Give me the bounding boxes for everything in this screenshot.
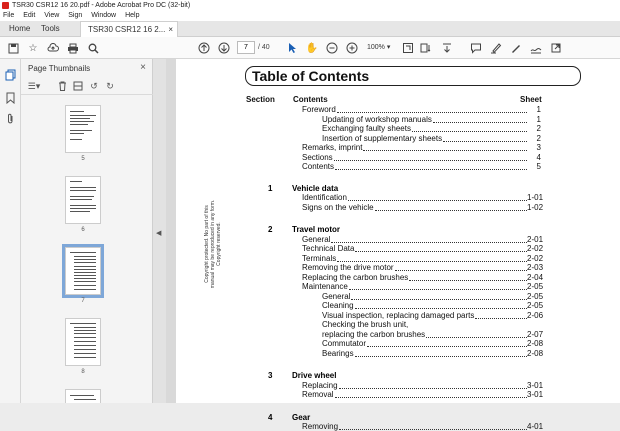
dot-leader <box>355 251 527 252</box>
toc-entry[interactable] <box>302 422 527 431</box>
toc-entry[interactable] <box>322 349 527 358</box>
dot-leader <box>335 169 527 170</box>
dot-leader <box>355 356 527 357</box>
dot-leader <box>443 141 527 142</box>
rotate-right-icon[interactable]: ↻ <box>106 80 114 91</box>
toc-entry[interactable] <box>322 330 527 339</box>
delete-page-icon[interactable] <box>56 80 68 92</box>
section-number: 3 <box>268 371 273 380</box>
share-icon[interactable] <box>549 41 563 55</box>
panel-title: Page Thumbnails <box>28 64 91 73</box>
toc-entry-text: Exchanging faulty sheets <box>322 124 411 133</box>
toc-entry[interactable] <box>302 193 527 202</box>
toc-entry-text: Bearings <box>322 348 354 358</box>
toc-entry-text: Replacing <box>302 380 338 390</box>
bookmarks-icon[interactable] <box>4 91 17 104</box>
select-cursor-icon[interactable] <box>285 41 299 55</box>
toc-sheet-number: 1-02 <box>527 202 544 212</box>
toc-entry-text: Removing <box>302 422 339 431</box>
toc-entry-text: Updating of workshop manuals <box>322 114 432 124</box>
toc-entry[interactable] <box>322 339 527 348</box>
toc-entry-text: Technical Data <box>302 244 355 253</box>
menu-sign[interactable]: Sign <box>68 12 83 19</box>
toc-entry[interactable] <box>322 301 527 310</box>
toc-entry-text: Visual inspection, replacing damaged parts <box>322 310 475 320</box>
toc-sheet-number: 2-03 <box>527 263 544 272</box>
toc-sheet-number: 2-06 <box>527 310 544 320</box>
toc-entry-text: Maintenance <box>302 282 348 291</box>
dot-leader <box>349 289 527 290</box>
draw-icon[interactable] <box>509 41 523 55</box>
menu-edit[interactable]: Edit <box>23 12 36 19</box>
next-page-icon[interactable] <box>217 41 231 55</box>
close-tab-icon[interactable]: × <box>168 25 173 34</box>
section-number: 4 <box>268 412 273 422</box>
toc-sheet-number: 2 <box>536 124 541 133</box>
dot-leader <box>339 388 527 389</box>
fit-page-icon[interactable] <box>401 41 415 55</box>
toc-sheet-number: 1 <box>536 105 541 114</box>
dot-leader <box>375 210 527 211</box>
page-thumbnails-panel <box>21 59 153 403</box>
toc-entry[interactable] <box>302 162 527 171</box>
toc-entry[interactable] <box>302 263 527 272</box>
tab-tools[interactable]: Tools <box>41 24 60 33</box>
toc-entry[interactable] <box>302 153 527 162</box>
toc-entry[interactable] <box>302 282 527 291</box>
close-panel-icon[interactable]: × <box>140 62 146 73</box>
dot-leader <box>433 122 527 123</box>
toc-entry-text: Terminals <box>302 253 337 263</box>
page-title: Table of Contents <box>245 66 581 86</box>
toc-entry[interactable] <box>302 273 527 282</box>
dot-leader <box>331 242 527 243</box>
page-thumbnail-selected[interactable] <box>65 247 101 295</box>
toc-sheet-number: 2 <box>536 133 541 143</box>
left-navigation-rail <box>0 59 21 403</box>
toc-sheet-number: 2-08 <box>527 339 544 348</box>
toc-entry[interactable] <box>302 203 527 212</box>
attachments-icon[interactable] <box>4 112 17 125</box>
toc-entry[interactable] <box>322 311 527 320</box>
dot-leader <box>367 346 527 347</box>
section-title: Gear <box>292 412 311 422</box>
toc-sheet-number: 4 <box>536 152 541 162</box>
star-icon[interactable]: ☆ <box>28 42 38 54</box>
toc-entry-text: Cleaning <box>322 301 354 310</box>
section-title: Travel motor <box>292 225 341 234</box>
dot-leader <box>363 150 527 151</box>
toc-entry-text: Identification <box>302 193 347 202</box>
search-icon[interactable] <box>86 41 100 55</box>
page-thumbnails-icon[interactable] <box>4 68 17 81</box>
toc-entry-text: Contents <box>302 162 335 171</box>
toc-entry-text: General <box>302 234 331 244</box>
rotate-left-icon[interactable]: ↺ <box>90 80 98 91</box>
highlight-pen-icon[interactable] <box>489 41 503 55</box>
dot-leader <box>337 261 527 262</box>
insert-page-icon[interactable] <box>72 80 84 92</box>
toc-entry-text: Insertion of supplementary sheets <box>322 133 443 143</box>
toc-sheet-number: 2-04 <box>527 272 544 282</box>
column-header-contents: Contents <box>293 95 328 104</box>
cloud-upload-icon[interactable] <box>46 41 60 55</box>
zoom-in-icon[interactable] <box>345 41 359 55</box>
acrobat-app-icon <box>2 2 9 9</box>
toc-entry-text: General <box>322 291 351 301</box>
toc-entry-text: Foreword <box>302 105 336 114</box>
hand-tool-icon[interactable]: ✋ <box>305 42 319 54</box>
comment-icon[interactable] <box>469 41 483 55</box>
toc-entry[interactable] <box>302 244 527 253</box>
page-number-input[interactable]: 7 <box>237 41 255 54</box>
toc-entry[interactable] <box>302 143 527 152</box>
dot-leader <box>475 318 527 319</box>
toc-entry[interactable] <box>322 134 527 143</box>
tab-document[interactable] <box>80 21 178 37</box>
thumbnail-page-number: 7 <box>81 298 85 304</box>
toc-sheet-number: 3-01 <box>527 380 544 390</box>
page-thumbnail[interactable] <box>65 318 101 366</box>
download-icon[interactable] <box>440 41 454 55</box>
panel-splitter[interactable] <box>153 59 166 403</box>
toc-entry[interactable] <box>302 381 527 390</box>
toc-entry-text: Removal <box>302 390 334 399</box>
menu-window[interactable]: Window <box>91 12 117 19</box>
menu-bar <box>0 11 620 21</box>
fill-sign-icon[interactable] <box>529 41 543 55</box>
scroll-mode-icon[interactable] <box>419 41 433 55</box>
toc-entry-text: Checking the brush unit, <box>322 320 409 329</box>
toc-sheet-number: 2-05 <box>527 291 544 301</box>
toc-entry[interactable] <box>302 235 527 244</box>
copyright-notice: Copyright protected. No part of this manual may be reproduced in any form. Copyright reserved. <box>204 199 222 289</box>
toc-entry[interactable] <box>322 115 527 124</box>
toc-entry[interactable] <box>322 124 527 133</box>
toc-entry[interactable] <box>322 320 527 329</box>
toc-entry[interactable] <box>302 390 527 399</box>
section-number: 1 <box>268 183 273 193</box>
dot-leader <box>395 270 527 271</box>
thumbnail-page-number: 8 <box>81 369 85 375</box>
print-icon[interactable] <box>66 41 80 55</box>
zoom-level-select[interactable]: 100% ▾ <box>367 44 391 51</box>
menu-view[interactable]: View <box>44 12 60 19</box>
window-title: TSR30 CSR12 16 20.pdf - Adobe Acrobat Pro DC (32-bit) <box>12 2 191 9</box>
toc-entry-text: Replacing the carbon brushes <box>302 272 409 282</box>
thumbnail-toolbar <box>21 78 153 95</box>
document-viewport <box>166 59 620 431</box>
toc-sheet-number: 5 <box>536 162 541 171</box>
toc-sheet-number: 3 <box>536 143 541 152</box>
collapse-panel-icon[interactable]: ◀ <box>156 230 162 237</box>
page-thumbnail[interactable] <box>65 105 101 153</box>
toc-entry-text: Commutator <box>322 339 367 348</box>
dot-leader <box>335 397 527 398</box>
dot-leader <box>339 429 527 430</box>
options-menu-icon[interactable]: ☰▾ <box>27 80 41 91</box>
toc-entry-text: Removing the drive motor <box>302 263 394 272</box>
section-number: 2 <box>268 225 273 234</box>
tab-home[interactable]: Home <box>9 24 31 33</box>
toc-entry-text: Signs on the vehicle <box>302 202 374 212</box>
previous-page-icon[interactable] <box>197 41 211 55</box>
toc-sheet-number: 2-02 <box>527 253 544 263</box>
toc-sheet-number: 2-02 <box>527 244 544 253</box>
zoom-level-value: 100% <box>367 44 385 51</box>
dot-leader <box>348 200 527 201</box>
toc-sheet-number: 4-01 <box>527 422 544 431</box>
toc-sheet-number: 2-01 <box>527 234 544 244</box>
dot-leader <box>409 280 527 281</box>
save-icon[interactable] <box>6 41 20 55</box>
main-toolbar <box>0 37 620 59</box>
thumbnail-page-number: 5 <box>81 156 85 162</box>
column-header-sheet: Sheet <box>520 95 542 104</box>
thumbnail-page-number: 6 <box>81 227 85 233</box>
dot-leader <box>334 160 527 161</box>
tab-bar <box>0 21 620 37</box>
dot-leader <box>337 112 527 113</box>
tab-document-label: TSR30 CSR12 16 2... <box>88 25 166 34</box>
toc-entry[interactable] <box>302 105 527 114</box>
toc-entry-text: replacing the carbon brushes <box>322 329 426 339</box>
toc-sheet-number: 3-01 <box>527 390 544 399</box>
toc-sheet-number: 2-05 <box>527 301 544 310</box>
toc-sheet-number: 2-07 <box>527 329 544 339</box>
page-total: / 40 <box>258 44 270 51</box>
pdf-page <box>176 59 620 431</box>
page-thumbnail[interactable] <box>65 176 101 224</box>
section-title: Drive wheel <box>292 371 337 380</box>
toc-sheet-number: 1 <box>536 114 541 124</box>
dot-leader <box>351 299 527 300</box>
toc-sheet-number: 1-01 <box>527 193 544 202</box>
toc-sheet-number: 2-08 <box>527 348 544 358</box>
menu-file[interactable]: File <box>3 12 15 19</box>
menu-help[interactable]: Help <box>125 12 140 19</box>
dot-leader <box>412 131 527 132</box>
window-titlebar <box>0 0 620 11</box>
section-title: Vehicle data <box>292 183 339 193</box>
page-thumbnail[interactable] <box>65 389 101 403</box>
dot-leader <box>426 337 527 338</box>
toc-entry[interactable] <box>322 292 527 301</box>
dot-leader <box>355 308 527 309</box>
toc-entry-text: Sections <box>302 152 333 162</box>
toc-entry[interactable] <box>302 254 527 263</box>
zoom-out-icon[interactable] <box>325 41 339 55</box>
toc-entry-text: Remarks, imprint <box>302 143 363 152</box>
toc-sheet-number: 2-05 <box>527 282 544 291</box>
column-header-section: Section <box>246 95 275 104</box>
